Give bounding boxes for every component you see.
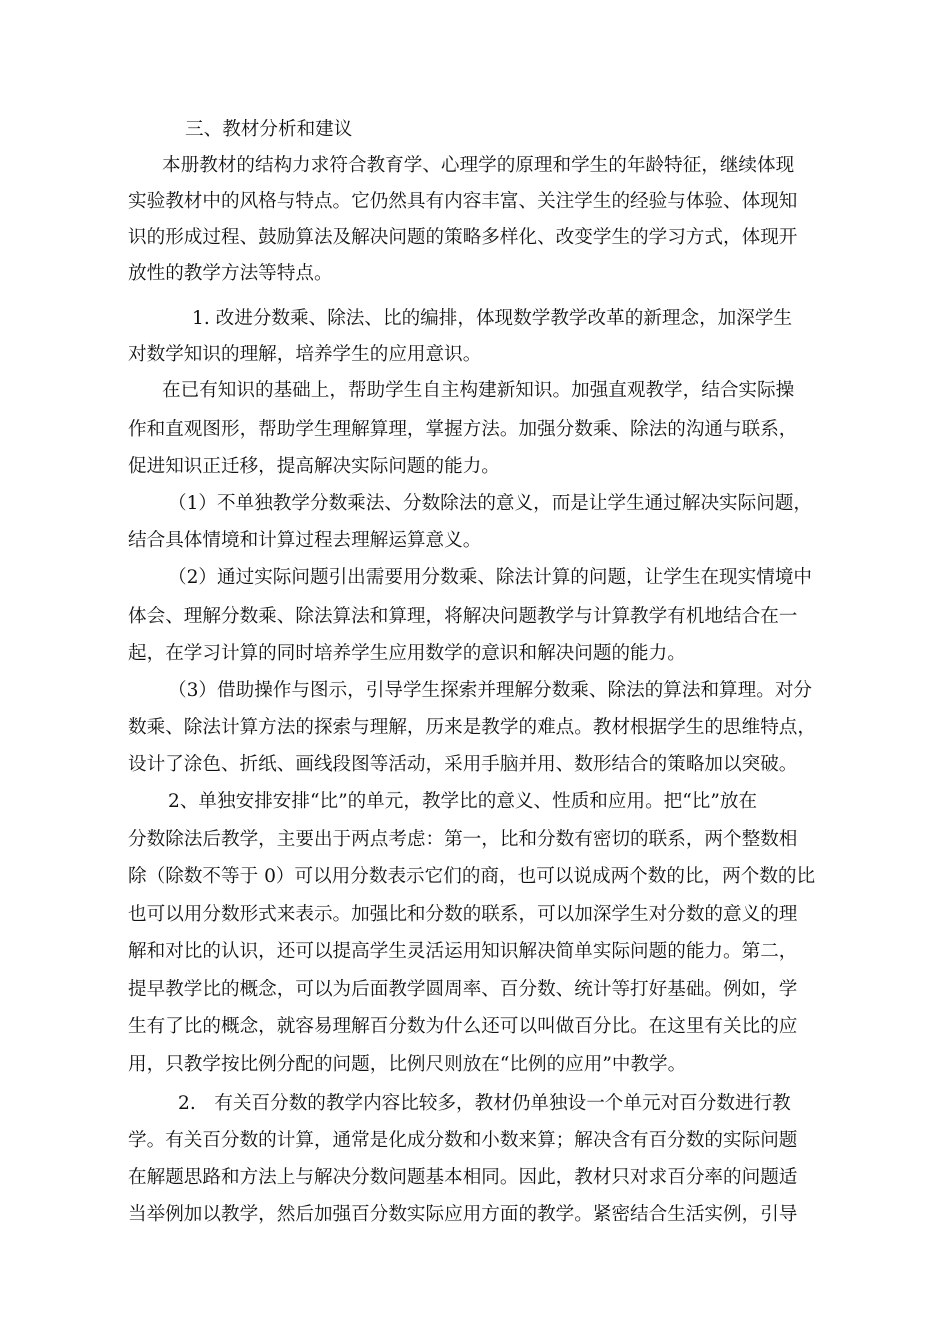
paragraph-line: 结合具体情境和计算过程去理解运算意义。: [128, 530, 482, 551]
paragraph-line: 学。有关百分数的计算，通常是化成分数和小数来算；解决含有百分数的实际问题: [128, 1130, 798, 1151]
paragraph-line: 在解题思路和方法上与解决分数问题基本相同。因此，教材只对求百分率的问题适: [128, 1167, 798, 1188]
paragraph-line: 1. 改进分数乘、除法、比的编排，体现数学教学改革的新理念，加深学生: [192, 308, 793, 329]
paragraph-line: 2、单独安排安排“比”的单元，教学比的意义、性质和应用。把“比”放在: [168, 791, 758, 812]
paragraph-line: 当举例加以教学，然后加强百分数实际应用方面的教学。紧密结合生活实例，引导: [128, 1204, 798, 1225]
paragraph-line: （3）借助操作与图示，引导学生探索并理解分数乘、除法的算法和算理。对分: [168, 680, 813, 701]
paragraph-line: （1）不单独教学分数乘法、分数除法的意义，而是让学生通过解决实际问题，: [168, 493, 813, 514]
paragraph-line: 实验教材中的风格与特点。它仍然具有内容丰富、关注学生的经验与体验、体现知: [128, 191, 798, 212]
paragraph-line: 设计了涂色、折纸、画线段图等活动，采用手脑并用、数形结合的策略加以突破。: [128, 754, 798, 775]
paragraph-line: 提早教学比的概念，可以为后面教学圆周率、百分数、统计等打好基础。例如，学: [128, 979, 798, 1000]
paragraph-line: 除（除数不等于 0）可以用分数表示它们的商，也可以说成两个数的比，两个数的比: [128, 866, 816, 887]
paragraph-line: 也可以用分数形式来表示。加强比和分数的联系，可以加深学生对分数的意义的理: [128, 904, 798, 925]
section-heading: 三、教材分析和建议: [185, 119, 353, 140]
paragraph-line: （2）通过实际问题引出需要用分数乘、除法计算的问题，让学生在现实情境中: [168, 567, 813, 588]
paragraph-line: 本册教材的结构力求符合教育学、心理学的原理和学生的年龄特征，继续体现: [162, 155, 795, 176]
paragraph-line: 在已有知识的基础上，帮助学生自主构建新知识。加强直观教学，结合实际操: [162, 380, 795, 401]
paragraph-line: 促进知识正迁移，提高解决实际问题的能力。: [128, 456, 500, 477]
paragraph-line: 放性的教学方法等特点。: [128, 263, 333, 284]
paragraph-line: 生有了比的概念，就容易理解百分数为什么还可以叫做百分比。在这里有关比的应: [128, 1016, 798, 1037]
paragraph-line: 数乘、除法计算方法的探索与理解，历来是教学的难点。教材根据学生的思维特点，: [128, 717, 816, 738]
paragraph-line: 体会、理解分数乘、除法算法和算理，将解决问题教学与计算教学有机地结合在一: [128, 606, 798, 627]
paragraph-line: 用，只教学按比例分配的问题，比例尺则放在“比例的应用”中教学。: [128, 1054, 687, 1075]
paragraph-line: 作和直观图形，帮助学生理解算理，掌握方法。加强分数乘、除法的沟通与联系，: [128, 419, 798, 440]
paragraph-line: 对数学知识的理解，培养学生的应用意识。: [128, 344, 482, 365]
paragraph-line: 分数除法后教学，主要出于两点考虑：第一，比和分数有密切的联系，两个整数相: [128, 829, 798, 850]
paragraph-line: 识的形成过程、鼓励算法及解决问题的策略多样化、改变学生的学习方式，体现开: [128, 227, 798, 248]
paragraph-line: 解和对比的认识，还可以提高学生灵活运用知识解决简单实际问题的能力。第二，: [128, 941, 798, 962]
paragraph-line: 2. 有关百分数的教学内容比较多，教材仍单独设一个单元对百分数进行教: [178, 1093, 791, 1114]
paragraph-line: 起，在学习计算的同时培养学生应用数学的意识和解决问题的能力。: [128, 643, 686, 664]
